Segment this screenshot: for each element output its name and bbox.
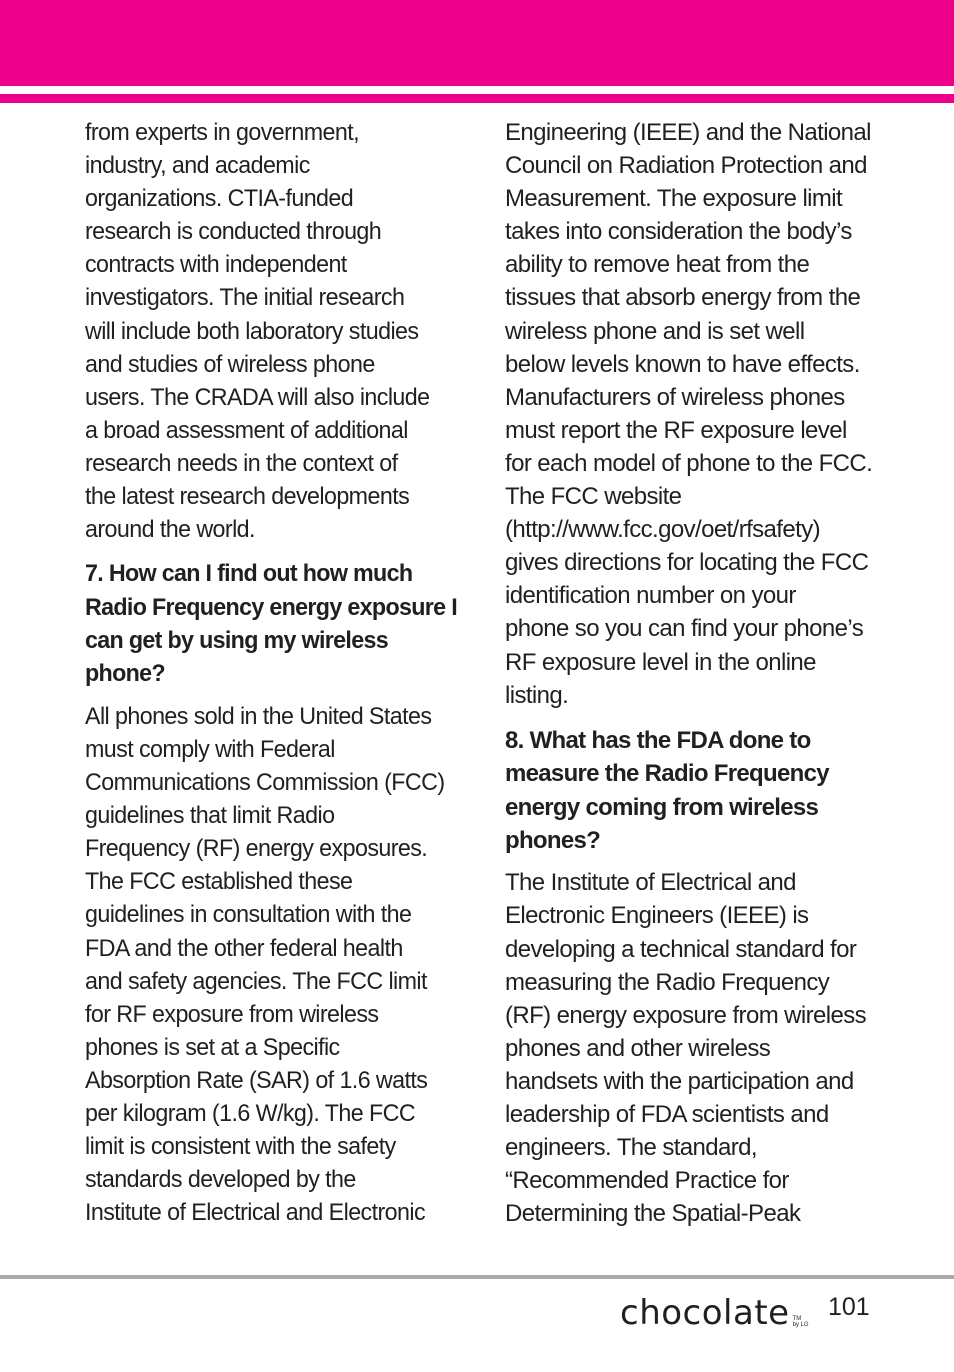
brand-wordmark: chocolate xyxy=(620,1293,790,1333)
right-column xyxy=(505,116,877,1241)
header-bar xyxy=(0,0,954,86)
brand-by-lg: by LG xyxy=(792,1322,809,1328)
chocolate-logo xyxy=(620,1280,809,1333)
trademark-symbol: TM xyxy=(792,1316,802,1322)
heading-question-7: 7. How can I find out how much Radio Frequency energy exposure I can get by using my wireless phone? xyxy=(85,560,457,688)
paragraph-fcc-guidelines: All phones sold in the United States must comply with Federal Communications Commission (FCC) guidelines that limit Radio Frequency (RF) energy exposures. The FCC established these guidelines in consultation with the FDA and the other federal health and safety agencies. The FCC limit for RF exposure from wireless phones is set at a Specific Absorption Rate (SAR) of 1.6 watts per kilogram (1.6 W/kg). The FCC limit is consistent with the safety standards developed by the Institute of Electrical and Electronic xyxy=(85,702,445,1227)
footer-rule xyxy=(0,1275,954,1279)
left-column xyxy=(85,116,457,1240)
heading-question-8: 8. What has the FDA done to measure the Radio Frequency energy coming from wireless phones? xyxy=(505,726,829,854)
paragraph-ieee-standard: The Institute of Electrical and Electronic Engineers (IEEE) is developing a technical standard for measuring the Radio Frequency (RF) energy exposure from wireless phones and other wireless handsets with the participation and leadership of FDA scientists and engineers. The standard, “Recommended Practice for Determining the Spatial-Peak xyxy=(505,869,867,1228)
page-number: 101 xyxy=(828,1293,870,1321)
header-rule xyxy=(0,94,954,103)
paragraph-research: from experts in government, industry, and academic organizations. CTIA-funded research is conducted through contracts with independent investigators. The initial research will include both laboratory studies and studies of wireless phone users. The CRADA will also include a broad assessment of additional research needs in the context of the latest research developments around the world. xyxy=(85,119,430,544)
brand-trademark xyxy=(793,1316,809,1330)
paragraph-exposure-limit: Engineering (IEEE) and the National Council on Radiation Protection and Measurement. The exposure limit takes into consideration the body’s ability to remove heat from the tissues that absorb energy from the wireless phone and is set well below levels known to have effects. Manufacturers of wireless phones must report the RF exposure level for each model of phone to the FCC. The FCC website (http://www.fcc.gov/oet/rfsafety) gives directions for locating the FCC identification number on your phone so you can find your phone’s RF exposure level in the online listing. xyxy=(505,119,873,709)
